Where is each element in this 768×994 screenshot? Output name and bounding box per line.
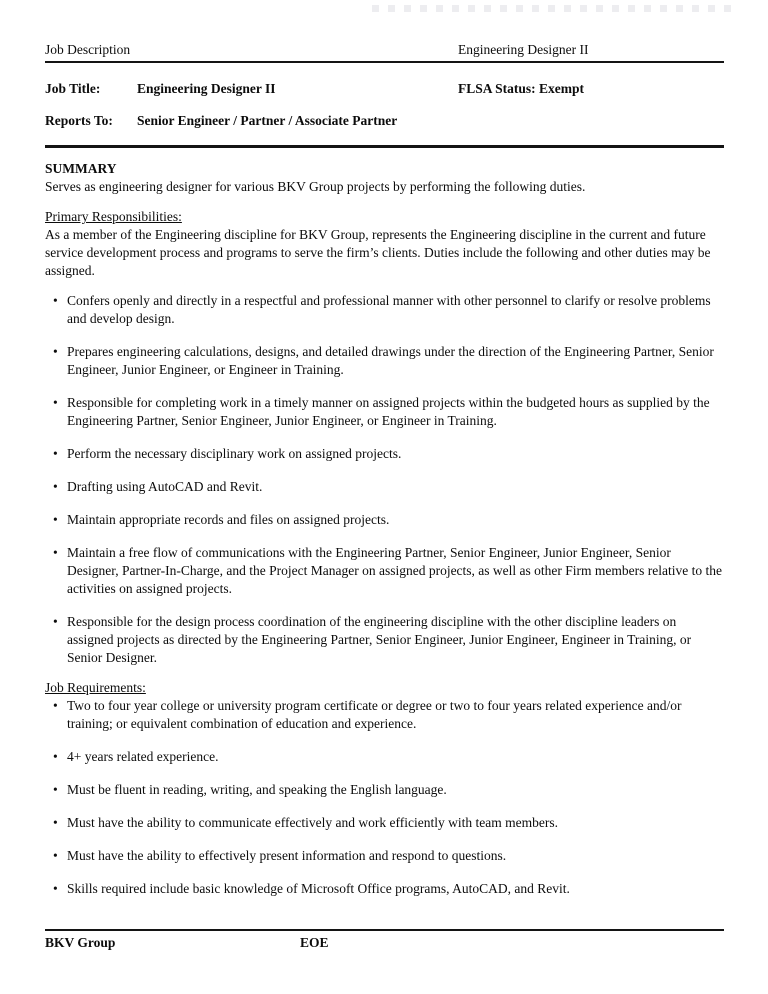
responsibility-text: Perform the necessary disciplinary work on assigned projects. bbox=[67, 446, 402, 461]
requirement-text: Two to four year college or university program certificate or degree or two to four years related experience and/or training; or equivalent combination of education and experience. bbox=[67, 698, 682, 731]
scan-noise-marks bbox=[372, 5, 732, 12]
primary-responsibilities-intro: As a member of the Engineering discipline for BKV Group, represents the Engineering discipline in the current and future service development process and programs to serve the firm’s clients. Duties include the following and other duties may be assigned. bbox=[45, 227, 711, 278]
running-header bbox=[45, 41, 724, 59]
footer-rule bbox=[45, 929, 724, 931]
bullet-icon: • bbox=[53, 749, 58, 764]
responsibility-item bbox=[45, 544, 724, 598]
bullet-icon: • bbox=[53, 848, 58, 863]
bullet-icon: • bbox=[53, 479, 58, 494]
bullet-icon: • bbox=[53, 782, 58, 797]
responsibility-item bbox=[45, 613, 724, 667]
requirement-item bbox=[45, 748, 724, 766]
responsibility-text: Responsible for completing work in a timely manner on assigned projects within the budgeted hours as supplied by the Engineering Partner, Senior Engineer, Junior Engineer, or Engineer in Training. bbox=[67, 395, 710, 428]
responsibility-item bbox=[45, 445, 724, 463]
running-header-left: Job Description bbox=[45, 42, 131, 57]
footer-row bbox=[45, 934, 724, 952]
requirement-text: 4+ years related experience. bbox=[67, 749, 219, 764]
job-title-value: Engineering Designer II bbox=[137, 81, 276, 96]
bullet-icon: • bbox=[53, 344, 58, 359]
responsibility-text: Prepares engineering calculations, designs, and detailed drawings under the direction of the Engineering Partner, Senior Engineer, Junior Engineer, or Engineer in Training. bbox=[67, 344, 714, 377]
responsibility-text: Confers openly and directly in a respectful and professional manner with other personnel to clarify or resolve problems and develop design. bbox=[67, 293, 711, 326]
responsibility-text: Drafting using AutoCAD and Revit. bbox=[67, 479, 263, 494]
bullet-icon: • bbox=[53, 545, 58, 560]
summary-heading: SUMMARY bbox=[45, 161, 117, 176]
responsibility-text: Responsible for the design process coordination of the engineering discipline with the other discipline leaders on assigned projects as directed by the Engineering Partner, Senior Engineer, Junior Engineer, Engineer in Training, or Senior Designer. bbox=[67, 614, 692, 665]
bullet-icon: • bbox=[53, 446, 58, 461]
requirement-item bbox=[45, 697, 724, 733]
bullet-icon: • bbox=[53, 881, 58, 896]
responsibility-item bbox=[45, 511, 724, 529]
requirements-list bbox=[45, 697, 724, 898]
header-rule bbox=[45, 61, 724, 63]
responsibility-item bbox=[45, 394, 724, 430]
responsibility-item bbox=[45, 478, 724, 496]
bullet-icon: • bbox=[53, 815, 58, 830]
requirement-item bbox=[45, 880, 724, 898]
job-title-label: Job Title: bbox=[45, 81, 101, 96]
responsibility-text: Maintain appropriate records and files on assigned projects. bbox=[67, 512, 390, 527]
responsibility-item bbox=[45, 343, 724, 379]
requirement-text: Skills required include basic knowledge of Microsoft Office programs, AutoCAD, and Revit. bbox=[67, 881, 570, 896]
bullet-icon: • bbox=[53, 395, 58, 410]
requirement-item bbox=[45, 781, 724, 799]
requirement-text: Must be fluent in reading, writing, and speaking the English language. bbox=[67, 782, 447, 797]
responsibilities-list bbox=[45, 292, 724, 667]
requirement-text: Must have the ability to effectively present information and respond to questions. bbox=[67, 848, 507, 863]
primary-responsibilities-heading: Primary Responsibilities: bbox=[45, 209, 182, 224]
job-requirements-heading: Job Requirements: bbox=[45, 680, 146, 695]
requirement-item bbox=[45, 814, 724, 832]
section-divider-rule bbox=[45, 145, 724, 148]
summary-text: Serves as engineering designer for various BKV Group projects by performing the following duties. bbox=[45, 179, 586, 194]
page-footer bbox=[45, 929, 724, 952]
requirement-text: Must have the ability to communicate effectively and work efficiently with team members. bbox=[67, 815, 558, 830]
reports-to-row bbox=[45, 112, 724, 130]
reports-to-value: Senior Engineer / Partner / Associate Partner bbox=[137, 113, 398, 128]
running-header-right: Engineering Designer II bbox=[458, 42, 589, 57]
footer-eoe: EOE bbox=[300, 935, 329, 950]
job-title-row bbox=[45, 80, 724, 98]
bullet-icon: • bbox=[53, 293, 58, 308]
requirement-item bbox=[45, 847, 724, 865]
responsibility-item bbox=[45, 292, 724, 328]
bullet-icon: • bbox=[53, 614, 58, 629]
flsa-status: FLSA Status: Exempt bbox=[458, 81, 585, 96]
responsibility-text: Maintain a free flow of communications with the Engineering Partner, Senior Engineer, Junior Engineer, Senior Designer, Partner-In-Charge, and the Project Manager on assigned projects, as well as other Firm members relative to the activities on assigned projects. bbox=[67, 545, 722, 596]
footer-company: BKV Group bbox=[45, 935, 116, 950]
bullet-icon: • bbox=[53, 698, 58, 713]
bullet-icon: • bbox=[53, 512, 58, 527]
reports-to-label: Reports To: bbox=[45, 113, 113, 128]
